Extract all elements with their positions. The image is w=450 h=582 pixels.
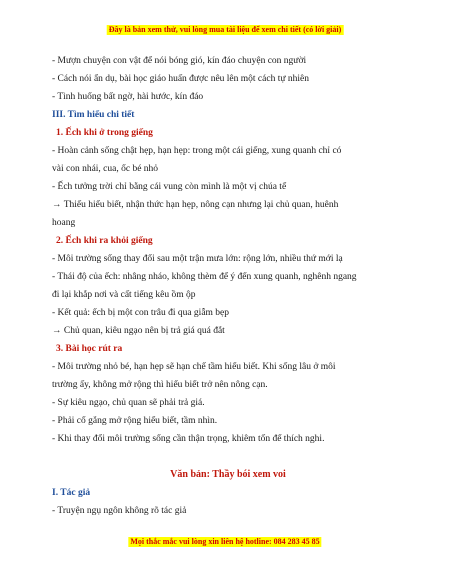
paragraph-line: đi lại khắp nơi và cất tiếng kêu ồm ộp xyxy=(52,290,196,300)
paragraph-line: - Truyện ngụ ngôn không rõ tác giả xyxy=(52,506,187,516)
paragraph-line: - Khi thay đổi môi trường sống cần thận trọng, khiêm tốn để thích nghi. xyxy=(52,434,325,444)
paragraph-line: - Môi trường sống thay đổi sau một trận mưa lớn: rộng lớn, nhiều thứ mới lạ xyxy=(52,254,343,264)
section-heading: I. Tác giả xyxy=(52,488,91,498)
subsection-heading: 1. Ếch khi ở trong giếng xyxy=(56,128,153,138)
hotline-banner: Mọi thắc mắc vui lòng xin liên hệ hotline: 084 283 45 85 xyxy=(130,537,320,546)
paragraph-line: - Ếch tưởng trời chỉ bằng cái vung còn mình là một vị chúa tể xyxy=(52,182,287,192)
document-title: Văn bản: Thầy bói xem voi xyxy=(170,469,286,480)
paragraph-line: - Thái độ của ếch: nhâng nháo, không thèm để ý đến xung quanh, nghênh ngang xyxy=(52,272,357,282)
paragraph-line: - Môi trường nhỏ bé, hạn hẹp sẽ hạn chế tầm hiểu biết. Khi sống lâu ở môi xyxy=(52,362,336,372)
paragraph-line: - Mượn chuyện con vật để nói bóng gió, kín đáo chuyện con người xyxy=(52,56,307,66)
document-body xyxy=(52,52,404,520)
paragraph-line: - Cách nói ẩn dụ, bài học giáo huấn được nêu lên một cách tự nhiên xyxy=(52,74,309,84)
paragraph-line: - Tình huống bất ngờ, hài hước, kín đáo xyxy=(52,92,204,102)
preview-notice-banner: Đây là bản xem thử, vui lòng mua tài liệu để xem chi tiết (có lời giải) xyxy=(108,25,342,34)
paragraph-line: - Sự kiêu ngạo, chủ quan sẽ phải trả giá. xyxy=(52,398,205,408)
paragraph-line: - Kết quả: ếch bị một con trâu đi qua giẫm bẹp xyxy=(52,308,230,318)
subsection-heading: 3. Bài học rút ra xyxy=(56,344,123,354)
paragraph-line: → Thiếu hiểu biết, nhận thức hạn hẹp, nông cạn nhưng lại chủ quan, huênh xyxy=(52,200,339,210)
section-heading: III. Tìm hiểu chi tiết xyxy=(52,110,135,120)
paragraph-line: hoang xyxy=(52,218,76,228)
paragraph-line: vài con nhái, cua, ốc bé nhỏ xyxy=(52,164,159,174)
paragraph-line: - Hoàn cảnh sống chật hẹp, hạn hẹp: trong một cái giếng, xung quanh chỉ có xyxy=(52,146,342,156)
paragraph-line: trường ấy, không mở rộng thì hiểu biết trở nên nông cạn. xyxy=(52,380,268,390)
spacer xyxy=(52,448,404,466)
paragraph-line: - Phải cố gắng mở rộng hiểu biết, tầm nhìn. xyxy=(52,416,218,426)
paragraph-line: → Chủ quan, kiêu ngạo nên bị trả giá quá đắt xyxy=(52,326,225,336)
subsection-heading: 2. Ếch khi ra khỏi giếng xyxy=(56,236,153,246)
